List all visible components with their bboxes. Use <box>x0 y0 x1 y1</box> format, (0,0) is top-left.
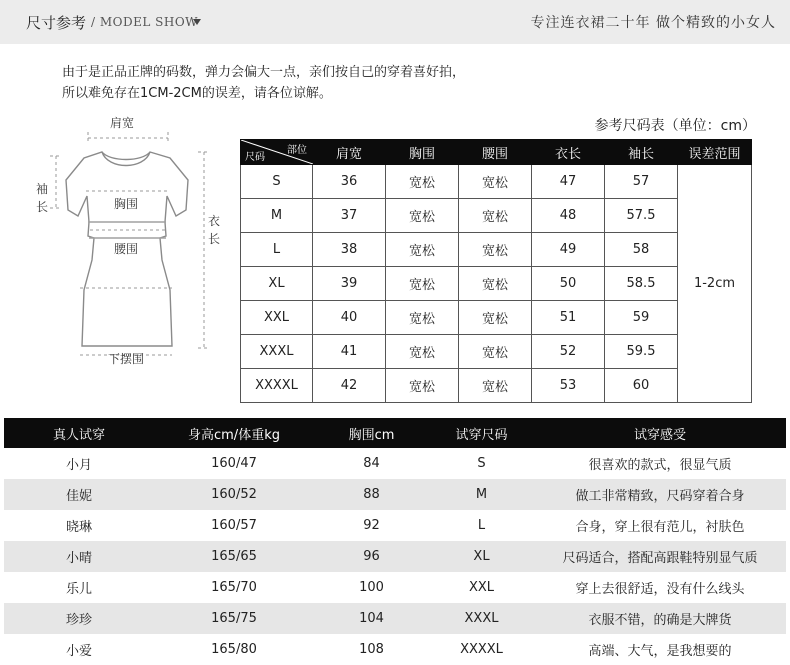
trial-cell: 165/80 <box>211 642 257 657</box>
trial-row <box>4 603 786 634</box>
size-cell-label: XXL <box>241 301 313 335</box>
trial-col-header: 身高cm/体重kg <box>154 418 314 448</box>
trial-col-header: 胸围cm <box>314 418 429 448</box>
size-row <box>241 165 752 199</box>
trial-cell: 衣服不错，的确是大牌货 <box>534 603 786 634</box>
size-col-header: 肩宽 <box>313 140 386 165</box>
size-cell: 宽松 <box>459 199 532 233</box>
trial-col-header: 真人试穿 <box>4 418 154 448</box>
size-cell-label: M <box>241 199 313 233</box>
size-cell-label: XXXXL <box>241 369 313 403</box>
size-row <box>241 369 752 403</box>
size-cell: 宽松 <box>386 335 459 369</box>
size-cell: 宽松 <box>386 165 459 199</box>
size-cell: 57.5 <box>605 199 678 233</box>
trial-cell: XL <box>429 541 534 572</box>
trial-cell: 104 <box>314 603 429 634</box>
trial-cell: 高端、大气，是我想要的 <box>588 644 732 659</box>
size-col-header: 衣长 <box>532 140 605 165</box>
size-cell-label: L <box>241 233 313 267</box>
size-cell: 58.5 <box>605 267 678 301</box>
size-col-header: 袖长 <box>605 140 678 165</box>
trial-cell: L <box>477 518 486 533</box>
trial-row <box>4 479 786 510</box>
trial-cell: 165/65 <box>154 541 314 572</box>
trial-cell: XXL <box>468 580 495 595</box>
size-note-line-2: 所以难免存在1CM-2CM的误差，请各位谅解。 <box>62 86 332 101</box>
size-table-header-row <box>241 140 752 165</box>
page-subtitle: / MODEL SHOW <box>91 15 199 29</box>
size-cell: 50 <box>532 267 605 301</box>
size-cell: 40 <box>313 301 386 335</box>
size-cell: 宽松 <box>386 267 459 301</box>
hem-label: 下摆围 <box>108 352 145 366</box>
size-table-caption: 参考尺码表（单位：cm） <box>594 118 756 134</box>
trial-cell: 160/57 <box>211 518 257 533</box>
trial-row <box>4 541 786 572</box>
trial-cell: M <box>429 479 534 510</box>
trial-cell: 96 <box>314 541 429 572</box>
size-row <box>241 199 752 233</box>
corner-label-size: 尺码 <box>245 152 265 163</box>
trial-table-header-row <box>4 418 786 448</box>
brand-slogan: 专注连衣裙二十年 做个精致的小女人 <box>530 15 776 31</box>
size-cell: 42 <box>313 369 386 403</box>
trial-cell: 165/70 <box>211 580 257 595</box>
size-cell: 59.5 <box>605 335 678 369</box>
size-cell: 宽松 <box>459 335 532 369</box>
trial-col-header: 试穿尺码 <box>429 418 534 448</box>
corner-label-part: 部位 <box>287 145 307 156</box>
caret-down-icon <box>193 19 201 25</box>
page-title: 尺寸参考 <box>26 14 87 32</box>
trial-cell: 佳妮 <box>4 479 154 510</box>
size-cell-label: S <box>241 165 313 199</box>
size-cell: 宽松 <box>459 165 532 199</box>
length-label-2: 长 <box>208 232 221 246</box>
size-col-header: 胸围 <box>386 140 459 165</box>
size-note-line-1: 由于是正品正牌的码数，弹力会偏大一点，亲们按自己的穿着喜好拍， <box>62 65 466 80</box>
trial-cell: 小月 <box>65 458 92 473</box>
sleeve-label-2: 长 <box>36 200 49 214</box>
trial-row <box>4 634 786 665</box>
size-row <box>241 267 752 301</box>
trial-cell: 92 <box>363 518 380 533</box>
size-cell: 38 <box>313 233 386 267</box>
size-cell: 宽松 <box>459 233 532 267</box>
garment-diagram <box>20 110 235 375</box>
trial-row <box>4 572 786 603</box>
trial-cell: 160/47 <box>211 456 257 471</box>
waist-label: 腰围 <box>114 242 139 256</box>
size-cell: 53 <box>532 369 605 403</box>
trial-cell: 很喜欢的款式，很显气质 <box>588 458 732 473</box>
trial-cell: XXXXL <box>460 642 503 657</box>
trial-cell: 84 <box>363 456 380 471</box>
size-cell: 宽松 <box>386 301 459 335</box>
size-cell: 58 <box>605 233 678 267</box>
trial-cell: 88 <box>314 479 429 510</box>
size-cell: 41 <box>313 335 386 369</box>
size-cell-label: XXXL <box>241 335 313 369</box>
trial-cell: 小爱 <box>65 644 92 659</box>
trial-cell: S <box>477 456 486 471</box>
size-cell: 48 <box>532 199 605 233</box>
size-cell: 39 <box>313 267 386 301</box>
trial-cell: 做工非常精致，尺码穿着合身 <box>534 479 786 510</box>
trial-cell: 穿上去很舒适，没有什么线头 <box>575 582 745 597</box>
trial-col-header: 试穿感受 <box>534 418 786 448</box>
size-cell: 宽松 <box>386 233 459 267</box>
trial-cell: 100 <box>359 580 384 595</box>
trial-row <box>4 510 786 541</box>
size-cell: 47 <box>532 165 605 199</box>
size-cell: 宽松 <box>459 301 532 335</box>
trial-row <box>4 448 786 479</box>
size-col-header: 误差范围 <box>678 140 752 165</box>
size-cell: 36 <box>313 165 386 199</box>
size-cell: 49 <box>532 233 605 267</box>
header-bar <box>0 0 790 44</box>
size-row <box>241 233 752 267</box>
size-cell: 59 <box>605 301 678 335</box>
size-table-corner <box>241 140 313 165</box>
sleeve-label-1: 袖 <box>36 182 49 196</box>
trial-table <box>4 418 786 665</box>
size-cell: 宽松 <box>459 267 532 301</box>
tolerance-cell: 1-2cm <box>678 165 752 403</box>
size-cell-label: XL <box>241 267 313 301</box>
trial-cell: 珍珍 <box>4 603 154 634</box>
size-cell: 52 <box>532 335 605 369</box>
size-cell: 57 <box>605 165 678 199</box>
trial-cell: 108 <box>359 642 384 657</box>
size-row <box>241 301 752 335</box>
trial-cell: 乐儿 <box>65 582 92 597</box>
size-cell: 60 <box>605 369 678 403</box>
trial-cell: 晓琳 <box>65 520 92 535</box>
trial-cell: XXXL <box>429 603 534 634</box>
shoulder-label: 肩宽 <box>110 116 135 130</box>
size-cell: 51 <box>532 301 605 335</box>
size-row <box>241 335 752 369</box>
trial-cell: 合身，穿上很有范儿，衬肤色 <box>575 520 745 535</box>
trial-cell: 小晴 <box>4 541 154 572</box>
size-cell: 37 <box>313 199 386 233</box>
size-col-header: 腰围 <box>459 140 532 165</box>
length-label-1: 衣 <box>208 214 221 228</box>
trial-cell: 尺码适合，搭配高跟鞋特别显气质 <box>534 541 786 572</box>
size-cell: 宽松 <box>459 369 532 403</box>
size-cell: 宽松 <box>386 199 459 233</box>
trial-cell: 160/52 <box>154 479 314 510</box>
size-cell: 宽松 <box>386 369 459 403</box>
chest-label: 胸围 <box>114 197 139 211</box>
trial-cell: 165/75 <box>154 603 314 634</box>
size-table <box>240 139 752 403</box>
